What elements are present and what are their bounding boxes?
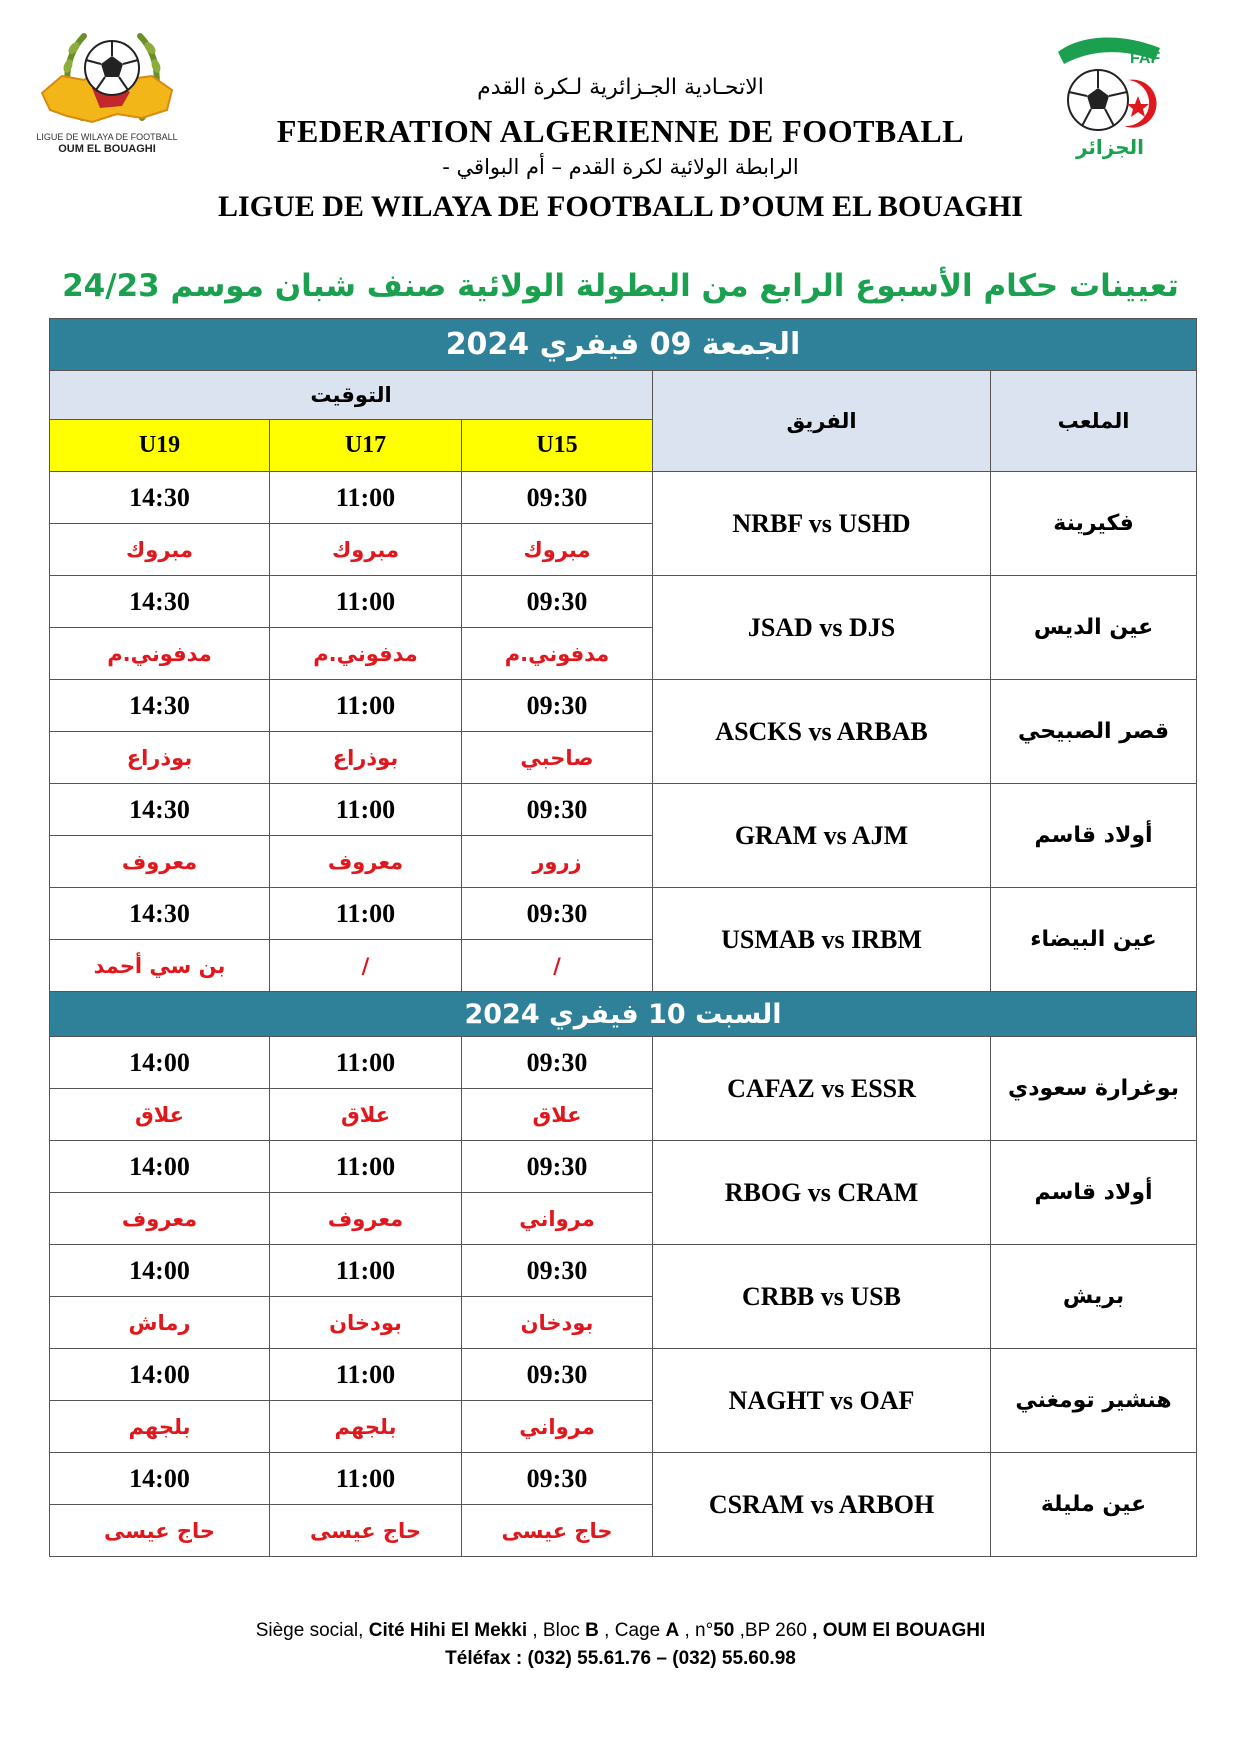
referee-name: مبروك <box>462 524 653 576</box>
kickoff-time: 09:30 <box>462 680 653 732</box>
match-stadium: فكيرينة <box>991 472 1197 576</box>
referee-name: بودخان <box>462 1297 653 1349</box>
kickoff-time: 14:30 <box>50 576 270 628</box>
referee-name: رماش <box>50 1297 270 1349</box>
match-stadium: بريش <box>991 1245 1197 1349</box>
referee-name: / <box>462 940 653 992</box>
kickoff-time: 09:30 <box>462 1245 653 1297</box>
header-row <box>50 371 1197 420</box>
match-stadium: عين الديس <box>991 576 1197 680</box>
address-city: , OUM El BOUAGHI <box>812 1620 986 1641</box>
referee-name: حاج عيسى <box>462 1505 653 1557</box>
kickoff-time: 14:30 <box>50 472 270 524</box>
referee-name: زرور <box>462 836 653 888</box>
match-stadium: هنشير تومغني <box>991 1349 1197 1453</box>
document-title: تعيينات حكام الأسبوع الرابع من البطولة الولائية صنف شبان موسم 24/23 <box>62 268 1179 304</box>
referee-name: بلجهم <box>50 1401 270 1453</box>
kickoff-time: 11:00 <box>270 1349 462 1401</box>
referee-name: مبروك <box>270 524 462 576</box>
referee-name: بوذراع <box>50 732 270 784</box>
kickoff-time: 14:00 <box>50 1245 270 1297</box>
kickoff-time: 14:00 <box>50 1037 270 1089</box>
match-teams: NRBF vs USHD <box>653 472 991 576</box>
kickoff-time: 11:00 <box>270 1245 462 1297</box>
match-stadium: عين مليلة <box>991 1453 1197 1557</box>
kickoff-time: 09:30 <box>462 576 653 628</box>
kickoff-time: 11:00 <box>270 1453 462 1505</box>
kickoff-time: 11:00 <box>270 576 462 628</box>
referee-name: / <box>270 940 462 992</box>
match-stadium: قصر الصبيحي <box>991 680 1197 784</box>
match-teams: JSAD vs DJS <box>653 576 991 680</box>
match-time-row <box>50 1349 1197 1401</box>
day-label: السبت 10 فيفري 2024 <box>50 992 1197 1037</box>
kickoff-time: 11:00 <box>270 1141 462 1193</box>
match-time-row <box>50 472 1197 524</box>
day-band-row <box>50 319 1197 371</box>
svg-text:LIGUE DE WILAYA DE FOOTBALL: LIGUE DE WILAYA DE FOOTBALL <box>36 132 178 142</box>
referee-name: مدفوني.م <box>270 628 462 680</box>
svg-text:FAF: FAF <box>1130 50 1161 67</box>
match-stadium: عين البيضاء <box>991 888 1197 992</box>
referee-name: حاج عيسى <box>50 1505 270 1557</box>
kickoff-time: 09:30 <box>462 1453 653 1505</box>
kickoff-time: 09:30 <box>462 1141 653 1193</box>
kickoff-time: 11:00 <box>270 784 462 836</box>
referee-name: معروف <box>270 836 462 888</box>
kickoff-time: 09:30 <box>462 888 653 940</box>
kickoff-time: 14:00 <box>50 1141 270 1193</box>
referee-name: معروف <box>50 1193 270 1245</box>
team-header: الفريق <box>653 371 991 472</box>
category-u19: U19 <box>50 420 270 472</box>
referee-name: مرواني <box>462 1193 653 1245</box>
referee-name: بودخان <box>270 1297 462 1349</box>
match-stadium: أولاد قاسم <box>991 1141 1197 1245</box>
address-number: 50 <box>713 1620 735 1641</box>
referee-name: بن سي أحمد <box>50 940 270 992</box>
address-cage: A <box>665 1620 680 1641</box>
footer-address <box>0 1620 1241 1642</box>
kickoff-time: 11:00 <box>270 680 462 732</box>
footer-telefax: Téléfax : (032) 55.61.76 – (032) 55.60.98 <box>445 1648 796 1669</box>
referee-name: بلجهم <box>270 1401 462 1453</box>
referee-name: معروف <box>270 1193 462 1245</box>
kickoff-time: 09:30 <box>462 472 653 524</box>
address-bloc-label: , Bloc <box>527 1620 586 1641</box>
address-street: Cité Hihi El Mekki <box>368 1620 528 1641</box>
match-teams: GRAM vs AJM <box>653 784 991 888</box>
address-prefix: Siège social, <box>255 1620 369 1641</box>
referee-name: مرواني <box>462 1401 653 1453</box>
league-name-fr: LIGUE DE WILAYA DE FOOTBALL D’OUM EL BOUAGHI <box>218 190 1023 223</box>
match-stadium: بوغرارة سعودي <box>991 1037 1197 1141</box>
day-label: الجمعة 09 فيفري 2024 <box>50 319 1197 371</box>
federation-name-fr: FEDERATION ALGERIENNE DE FOOTBALL <box>276 113 965 149</box>
address-cage-label: , Cage <box>598 1620 666 1641</box>
referee-name: مدفوني.م <box>462 628 653 680</box>
stadium-header: الملعب <box>991 371 1197 472</box>
kickoff-time: 11:00 <box>270 1037 462 1089</box>
kickoff-time: 14:00 <box>50 1453 270 1505</box>
address-bp: ,BP 260 <box>734 1620 813 1641</box>
federation-name-ar: الاتحـادية الجـزائرية لـكرة القدم <box>477 75 764 100</box>
kickoff-time: 09:30 <box>462 784 653 836</box>
match-time-row <box>50 784 1197 836</box>
match-teams: NAGHT vs OAF <box>653 1349 991 1453</box>
match-time-row <box>50 680 1197 732</box>
kickoff-time: 09:30 <box>462 1037 653 1089</box>
timing-header: التوقيت <box>50 371 653 420</box>
kickoff-time: 09:30 <box>462 1349 653 1401</box>
referee-name: علاق <box>270 1089 462 1141</box>
match-teams: ASCKS vs ARBAB <box>653 680 991 784</box>
match-time-row <box>50 1245 1197 1297</box>
match-time-row <box>50 1037 1197 1089</box>
league-name-ar: الرابطة الولائية لكرة القدم – أم البواقي - <box>442 155 799 179</box>
match-time-row <box>50 1453 1197 1505</box>
referee-name: مدفوني.م <box>50 628 270 680</box>
referee-name: علاق <box>462 1089 653 1141</box>
kickoff-time: 11:00 <box>270 472 462 524</box>
kickoff-time: 14:30 <box>50 680 270 732</box>
match-time-row <box>50 888 1197 940</box>
referee-name: حاج عيسى <box>270 1505 462 1557</box>
referee-name: صاحبي <box>462 732 653 784</box>
svg-text:الجزائر: الجزائر <box>1075 135 1145 159</box>
address-number-label: , n° <box>679 1620 714 1641</box>
referee-name: بوذراع <box>270 732 462 784</box>
schedule-table <box>49 318 1197 1557</box>
address-bloc: B <box>585 1620 599 1641</box>
referee-name: معروف <box>50 836 270 888</box>
svg-text:OUM EL BOUAGHI: OUM EL BOUAGHI <box>58 143 156 155</box>
match-teams: CRBB vs USB <box>653 1245 991 1349</box>
match-teams: RBOG vs CRAM <box>653 1141 991 1245</box>
category-u17: U17 <box>270 420 462 472</box>
category-u15: U15 <box>462 420 653 472</box>
match-teams: CAFAZ vs ESSR <box>653 1037 991 1141</box>
kickoff-time: 11:00 <box>270 888 462 940</box>
match-teams: CSRAM vs ARBOH <box>653 1453 991 1557</box>
kickoff-time: 14:30 <box>50 784 270 836</box>
kickoff-time: 14:30 <box>50 888 270 940</box>
match-stadium: أولاد قاسم <box>991 784 1197 888</box>
match-time-row <box>50 576 1197 628</box>
match-teams: USMAB vs IRBM <box>653 888 991 992</box>
referee-name: علاق <box>50 1089 270 1141</box>
kickoff-time: 14:00 <box>50 1349 270 1401</box>
referee-name: مبروك <box>50 524 270 576</box>
day-band-row <box>50 992 1197 1037</box>
match-time-row <box>50 1141 1197 1193</box>
